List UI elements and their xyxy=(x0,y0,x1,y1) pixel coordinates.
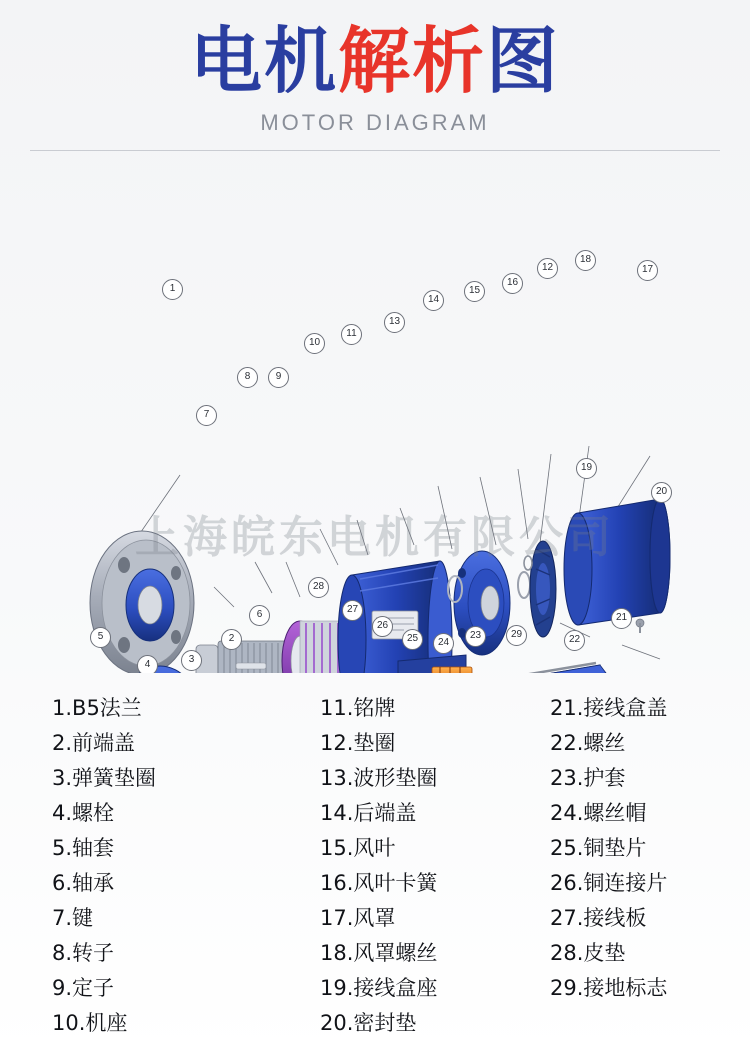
callout-22: 22 xyxy=(564,630,585,651)
list-item: 1.B5法兰 xyxy=(52,696,142,720)
list-item: 25.铜垫片 xyxy=(550,836,647,860)
callout-2: 2 xyxy=(221,629,242,650)
callout-1: 1 xyxy=(162,279,183,300)
callout-8: 8 xyxy=(237,367,258,388)
list-item: 6.轴承 xyxy=(52,871,115,895)
callout-28: 28 xyxy=(308,577,329,598)
list-item: 5.轴套 xyxy=(52,836,115,860)
list-item: 12.垫圈 xyxy=(320,731,396,755)
callout-10: 10 xyxy=(304,333,325,354)
company-watermark: 上海皖东电机有限公司 xyxy=(135,512,615,563)
part-terminal-box-cover xyxy=(500,663,606,673)
list-item: 8.转子 xyxy=(52,941,115,965)
callout-15: 15 xyxy=(464,281,485,302)
list-item: 11.铭牌 xyxy=(320,696,396,720)
page-title-segment-c: 图 xyxy=(486,19,561,103)
list-item: 26.铜连接片 xyxy=(550,871,668,895)
callout-19: 19 xyxy=(576,458,597,479)
list-item: 19.接线盒座 xyxy=(320,976,438,1000)
list-item: 27.接线板 xyxy=(550,906,647,930)
page-title-segment-a: 电机 xyxy=(189,19,338,103)
callout-6: 6 xyxy=(249,605,270,626)
list-item: 10.机座 xyxy=(52,1011,128,1035)
list-item: 22.螺丝 xyxy=(550,731,626,755)
parts-column-3 xyxy=(550,691,750,1041)
list-item: 4.螺栓 xyxy=(52,801,115,825)
list-item: 24.螺丝帽 xyxy=(550,801,647,825)
callout-4: 4 xyxy=(137,655,158,673)
page-header xyxy=(0,0,750,193)
page-subtitle: MOTOR DIAGRAM xyxy=(260,110,490,135)
callout-21: 21 xyxy=(611,608,632,629)
callout-13: 13 xyxy=(384,312,405,333)
callout-5: 5 xyxy=(90,627,111,648)
callout-16: 16 xyxy=(502,273,523,294)
list-item: 3.弹簧垫圈 xyxy=(52,766,157,790)
list-item: 14.后端盖 xyxy=(320,801,417,825)
header-divider xyxy=(30,150,720,151)
callout-17: 17 xyxy=(637,260,658,281)
callout-14: 14 xyxy=(423,290,444,311)
callout-3: 3 xyxy=(181,650,202,671)
callout-24: 24 xyxy=(433,633,454,654)
exploded-diagram xyxy=(0,193,750,673)
list-item: 17.风罩 xyxy=(320,906,396,930)
part-b5-flange xyxy=(90,531,194,673)
callout-11: 11 xyxy=(341,324,362,345)
callout-20: 20 xyxy=(651,482,672,503)
parts-column-1 xyxy=(0,691,320,1041)
callout-9: 9 xyxy=(268,367,289,388)
callout-18: 18 xyxy=(575,250,596,271)
list-item: 13.波形垫圈 xyxy=(320,766,438,790)
list-item: 15.风叶 xyxy=(320,836,396,860)
parts-column-2 xyxy=(320,691,550,1041)
list-item: 20.密封垫 xyxy=(320,1011,417,1035)
page-title-segment-b: 解析 xyxy=(337,19,486,103)
list-item: 23.护套 xyxy=(550,766,626,790)
list-item: 18.风罩螺丝 xyxy=(320,941,438,965)
list-item: 28.皮垫 xyxy=(550,941,626,965)
callout-7: 7 xyxy=(196,405,217,426)
callout-29: 29 xyxy=(506,625,527,646)
list-item: 9.定子 xyxy=(52,976,115,1000)
callout-27: 27 xyxy=(342,600,363,621)
parts-legend xyxy=(0,673,750,1051)
list-item: 21.接线盒盖 xyxy=(550,696,668,720)
callout-12: 12 xyxy=(537,258,558,279)
callout-26: 26 xyxy=(372,616,393,637)
list-item: 7.键 xyxy=(52,906,94,930)
list-item: 16.风叶卡簧 xyxy=(320,871,438,895)
callout-23: 23 xyxy=(465,626,486,647)
callout-25: 25 xyxy=(402,629,423,650)
list-item: 29.接地标志 xyxy=(550,976,668,1000)
page-title xyxy=(0,18,750,104)
list-item: 2.前端盖 xyxy=(52,731,136,755)
